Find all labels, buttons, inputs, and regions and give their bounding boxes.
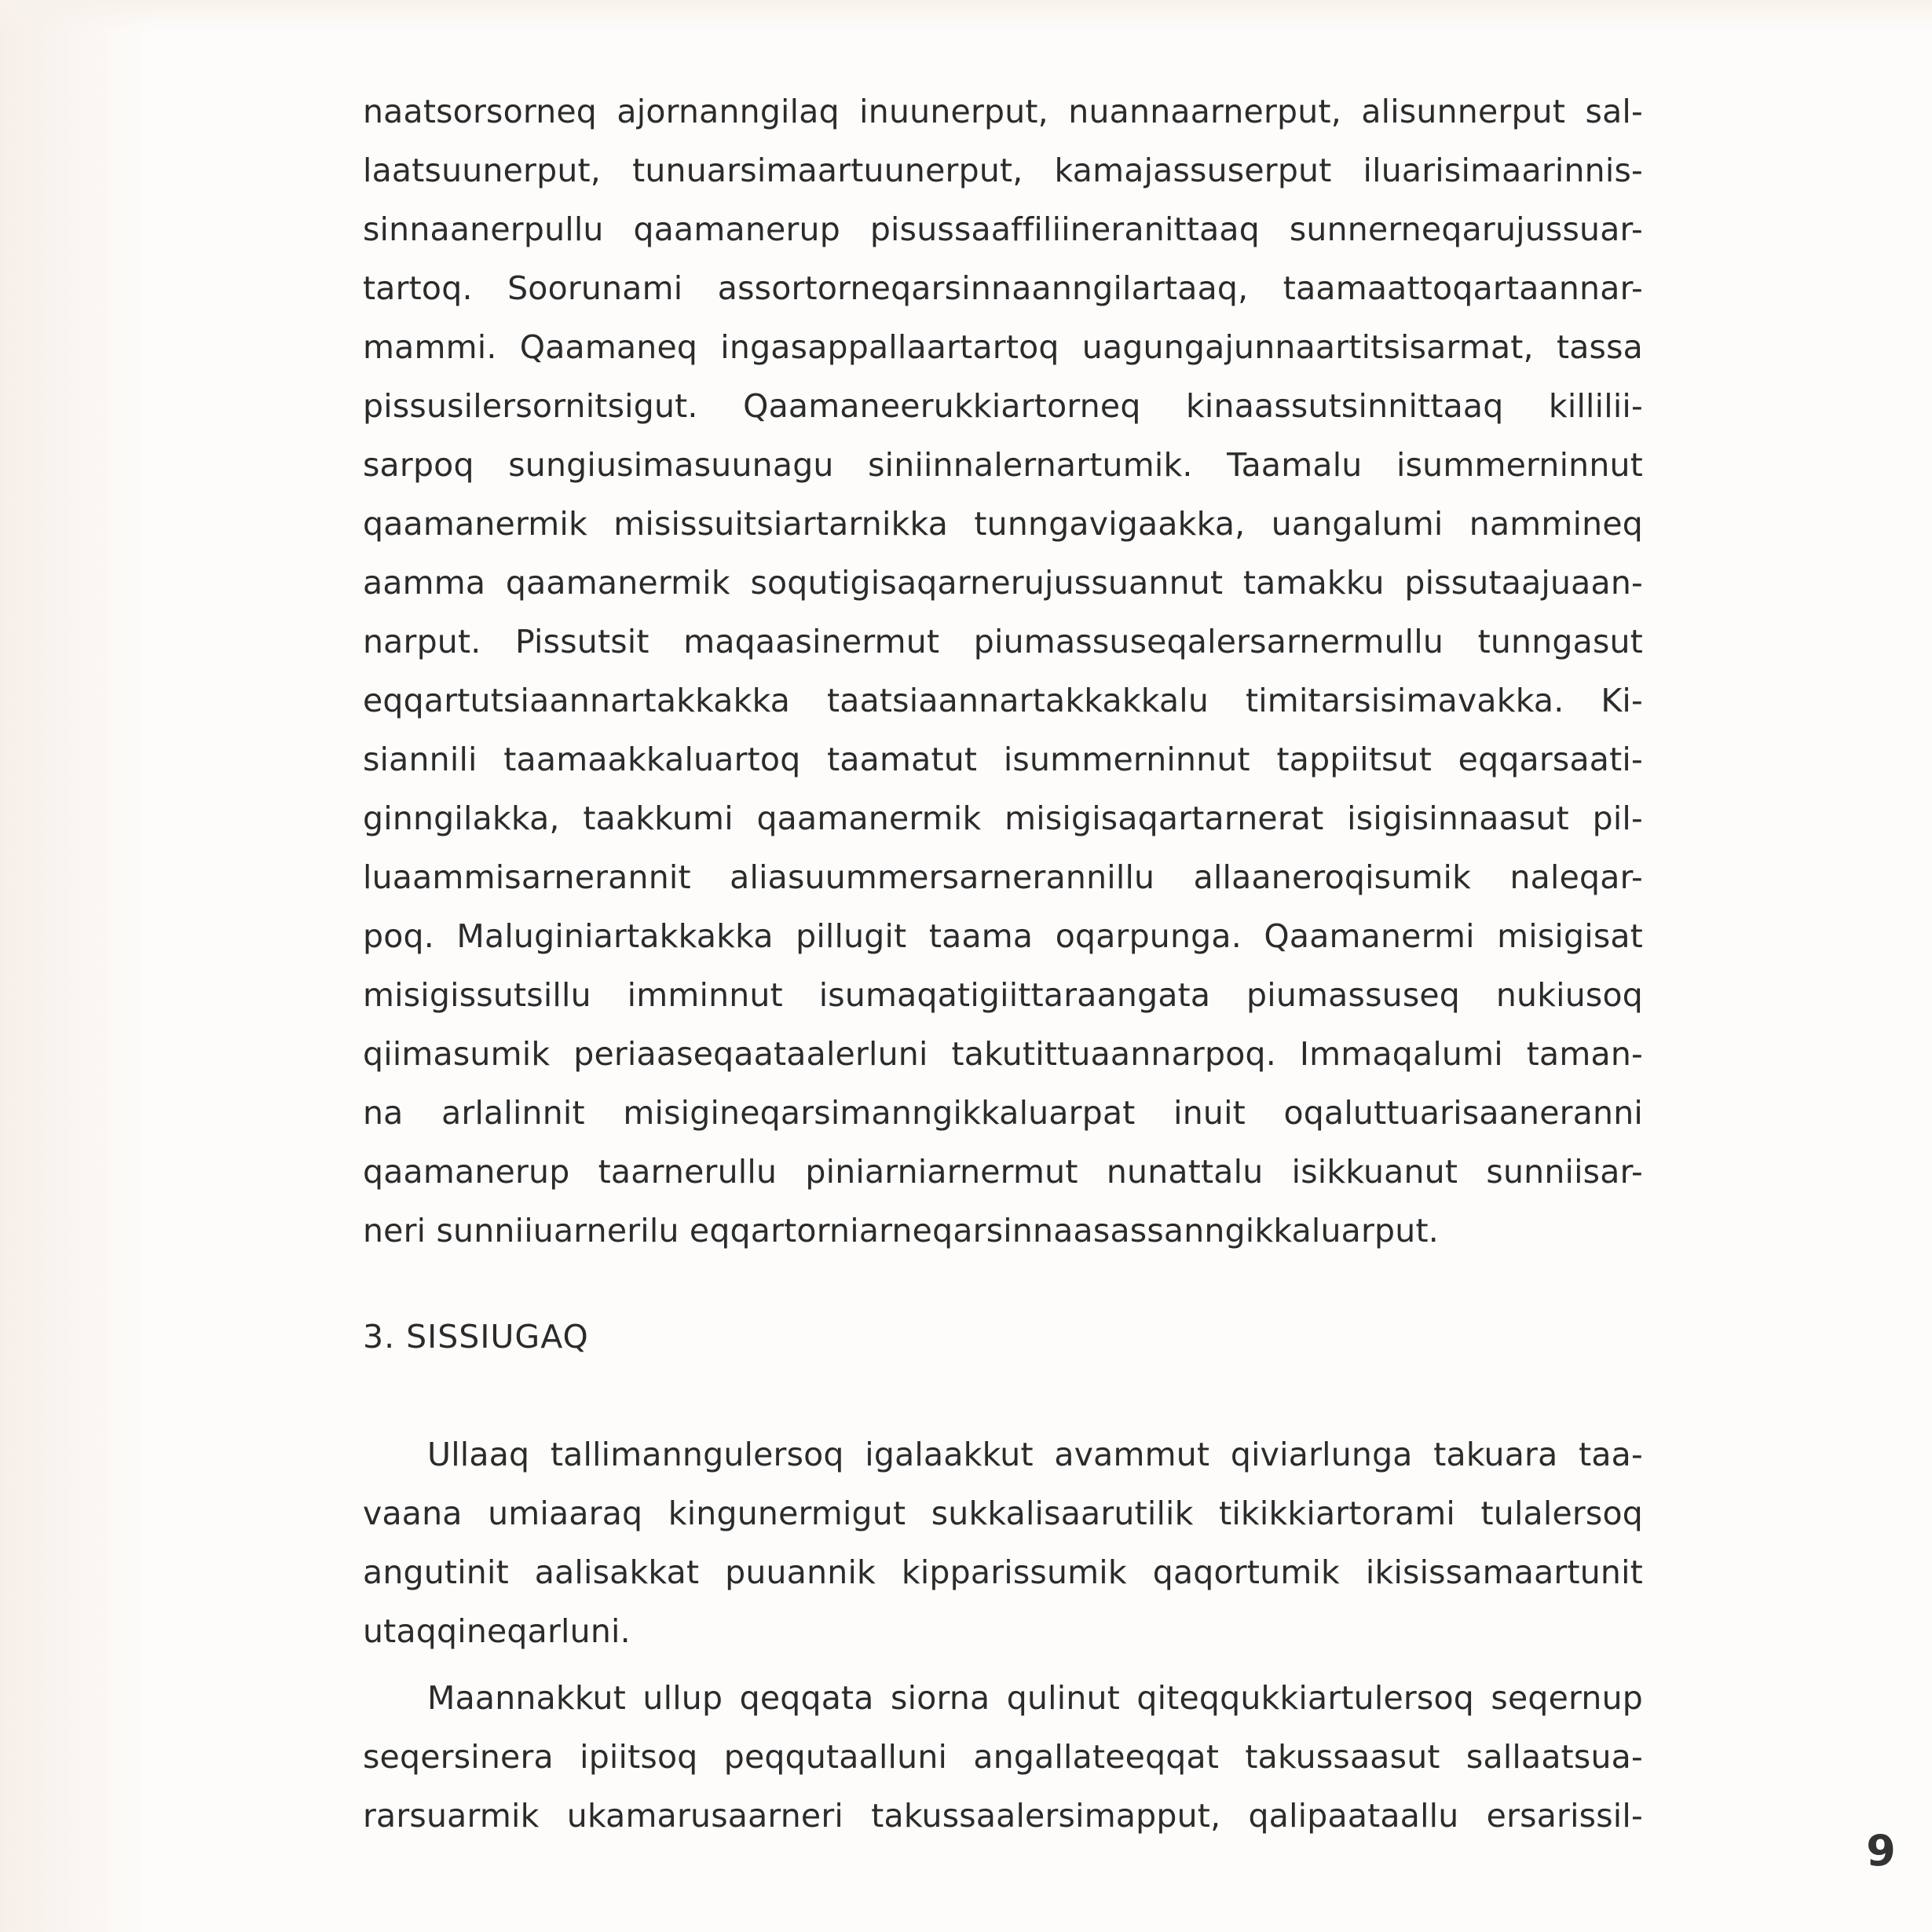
- text-line: siannili taamaakkaluartoq taamatut isummerninnut tappiitsut eqqarsaati-: [363, 741, 1643, 778]
- text-line: Maannakkut ullup qeqqata siorna qulinut qiteqqukkiartulersoq seqernup: [427, 1679, 1643, 1717]
- text-line: angutinit aalisakkat puuannik kipparissumik qaqortumik ikisissamaartunit: [363, 1553, 1643, 1591]
- text-line: misigissutsillu imminnut isumaqatigiittaraangata piumassuseq nukiusoq: [363, 976, 1643, 1014]
- section-heading: 3. SISSIUGAQ: [363, 1318, 589, 1356]
- text-line: eqqartutsiaannartakkakka taatsiaannartakkakkalu timitarsisimavakka. Ki-: [363, 682, 1643, 719]
- text-line: qaamanerup taarnerullu piniarniarnermut nunattalu isikkuanut sunniisar-: [363, 1153, 1643, 1191]
- text-line: tartoq. Soorunami assortorneqarsinnaanngilartaaq, taamaattoqartaannar-: [363, 269, 1643, 307]
- text-line: mammi. Qaamaneq ingasappallaartartoq uagungajunnaartitsisarmat, tassa: [363, 328, 1643, 366]
- text-line: pissusilersornitsigut. Qaamaneerukkiartorneq kinaassutsinnittaaq killilii-: [363, 387, 1643, 425]
- text-line: utaqqineqarluni.: [363, 1612, 631, 1650]
- text-line: qiimasumik periaaseqaataalerluni takutittuaannarpoq. Immaqalumi taman-: [363, 1035, 1643, 1073]
- text-line: Ullaaq tallimanngulersoq igalaakkut avammut qiviarlunga takuara taa-: [427, 1436, 1643, 1473]
- text-line: naatsorsorneq ajornanngilaq inuunerput, nuannaarnerput, alisunnerput sal-: [363, 93, 1643, 130]
- text-line: aamma qaamanermik soqutigisaqarnerujussuannut tamakku pissutaajuaan-: [363, 564, 1643, 602]
- page-top-shadow: [0, 0, 1932, 31]
- text-line: sinnaanerpullu qaamanerup pisussaaffiliineranittaaq sunnerneqarujussuar-: [363, 210, 1643, 248]
- text-line: seqersinera ipiitsoq peqqutaalluni angallateeqqat takussaasut sallaatsua-: [363, 1738, 1643, 1776]
- paragraph-3: [363, 1669, 1643, 1846]
- text-line: ginngilakka, taakkumi qaamanermik misigisaqartarnerat isigisinnaasut pil-: [363, 800, 1643, 837]
- paragraph-2: [363, 1425, 1643, 1661]
- text-line: narput. Pissutsit maqaasinermut piumassuseqalersarnermullu tunngasut: [363, 623, 1643, 660]
- text-line: na arlalinnit misigineqarsimanngikkaluarpat inuit oqaluttuarisaaneranni: [363, 1094, 1643, 1132]
- section-heading-block: [363, 1308, 1643, 1367]
- text-line: sarpoq sungiusimasuunagu siniinnalernartumik. Taamalu isummerninnut: [363, 446, 1643, 484]
- text-line: poq. Maluginiartakkakka pillugit taama oqarpunga. Qaamanermi misigisat: [363, 917, 1643, 955]
- text-line: rarsuarmik ukamarusaarneri takussaalersimapput, qalipaataallu ersarissil-: [363, 1797, 1643, 1835]
- text-line: neri sunniiuarnerilu eqqartorniarneqarsinnaasassanngikkaluarput.: [363, 1212, 1439, 1250]
- text-line: vaana umiaaraq kingunermigut sukkalisaarutilik tikikkiartorami tulalersoq: [363, 1495, 1643, 1532]
- text-line: luaammisarnerannit aliasuummersarnerannillu allaaneroqisumik naleqar-: [363, 858, 1643, 896]
- page-edge-shadow: [0, 0, 157, 1932]
- paragraph-1: [363, 82, 1643, 1261]
- text-line: qaamanermik misissuitsiartarnikka tunngavigaakka, uangalumi nammineq: [363, 505, 1643, 543]
- page-number: 9: [1866, 1826, 1896, 1875]
- text-line: laatsuunerput, tunuarsimaartuunerput, kamajassuserput iluarisimaarinnis-: [363, 152, 1643, 189]
